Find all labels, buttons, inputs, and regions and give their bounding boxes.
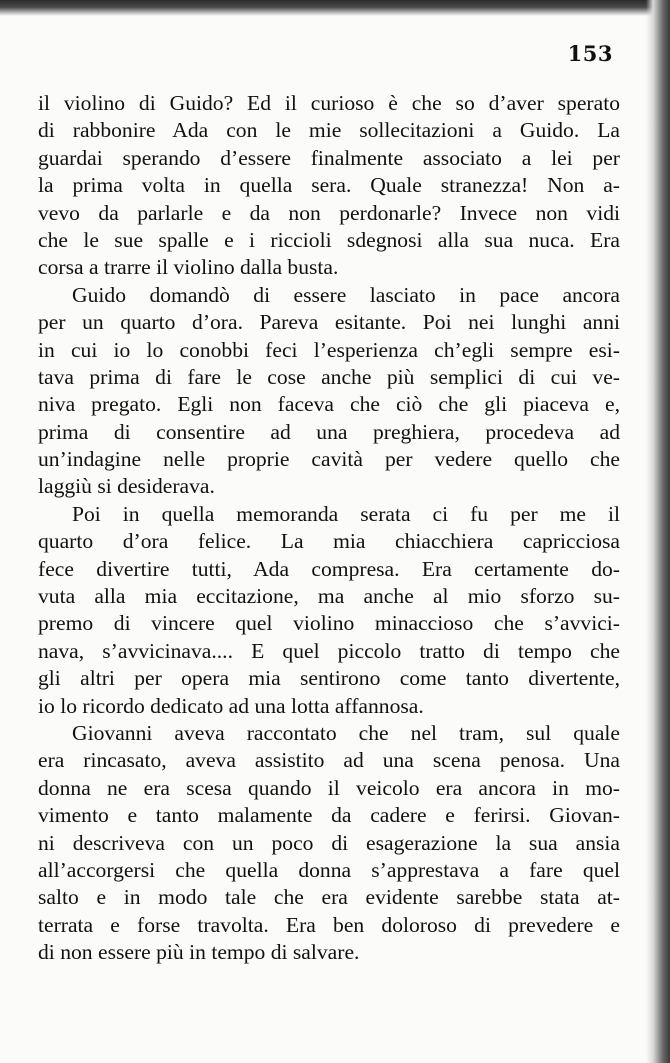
paragraph-2 — [38, 282, 620, 501]
text-line: niva pregato. Egli non faceva che ciò che gli piaceva e, — [38, 392, 620, 417]
text-line: tava prima di fare le cose anche più semplici di cui ve- — [38, 364, 620, 389]
text-line: premo di vincere quel violino minaccioso che s’avvici- — [38, 611, 620, 636]
text-line: Guido domandò di essere lasciato in pace ancora — [72, 282, 620, 307]
text-line: gli altri per opera mia sentirono come tanto divertente, — [38, 666, 620, 691]
paragraph-4 — [38, 720, 620, 967]
text-line: prima di consentire ad una preghiera, procedeva ad — [38, 419, 620, 444]
page-spine-shadow — [646, 0, 670, 1063]
text-line: nava, s’avvicinava.... E quel piccolo tratto di tempo che — [38, 638, 620, 663]
text-line: laggiù si desiderava. — [38, 474, 215, 499]
text-line: fece divertire tutti, Ada compresa. Era certamente do- — [38, 556, 620, 581]
text-line: ni descriveva con un poco di esagerazione la sua ansia — [38, 830, 620, 855]
paragraph-3 — [38, 501, 620, 720]
text-line: guardai sperando d’essere finalmente associato a lei per — [38, 145, 620, 170]
text-line: in cui io lo conobbi feci l’esperienza ch’egli sempre esi- — [38, 337, 620, 362]
text-line: salto e in modo tale che era evidente sarebbe stata at- — [38, 885, 620, 910]
text-line: che le sue spalle e i riccioli sdegnosi alla sua nuca. Era — [38, 227, 620, 252]
page-top-shadow — [0, 0, 670, 16]
text-line: vuta alla mia eccitazione, ma anche al mio sforzo su- — [38, 584, 620, 609]
text-line: terrata e forse travolta. Era ben doloroso di prevedere e — [38, 912, 620, 937]
page-number: 153 — [567, 41, 613, 66]
text-line: era rincasato, aveva assistito ad una scena penosa. Una — [38, 748, 620, 773]
text-line: all’accorgersi che quella donna s’apprestava a fare quel — [38, 857, 620, 882]
text-line: vevo da parlarle e da non perdonarle? Invece non vidi — [38, 200, 620, 225]
text-line: Giovanni aveva raccontato che nel tram, sul quale — [72, 720, 620, 745]
text-line: di non essere più in tempo di salvare. — [38, 940, 360, 965]
text-line: vimento e tanto malamente da cadere e ferirsi. Giovan- — [38, 803, 620, 828]
text-line: il violino di Guido? Ed il curioso è che so d’aver sperato — [38, 91, 620, 115]
text-line: quarto d’ora felice. La mia chiacchiera capricciosa — [38, 529, 620, 554]
text-line: per un quarto d’ora. Pareva esitante. Poi nei lunghi anni — [38, 310, 620, 335]
text-line: corsa a trarre il violino dalla busta. — [38, 255, 339, 280]
text-line: donna ne era scesa quando il veicolo era ancora in mo- — [38, 775, 620, 800]
body-text — [38, 90, 620, 967]
text-line: la prima volta in quella sera. Quale stranezza! Non a- — [38, 173, 620, 198]
text-line: Poi in quella memoranda serata ci fu per me il — [72, 501, 620, 526]
paragraph-1 — [38, 90, 620, 282]
text-line: un’indagine nelle proprie cavità per vedere quello che — [38, 447, 620, 472]
text-line: io lo ricordo dedicato ad una lotta affannosa. — [38, 693, 424, 718]
text-line: di rabbonire Ada con le mie sollecitazioni a Guido. La — [38, 118, 620, 143]
